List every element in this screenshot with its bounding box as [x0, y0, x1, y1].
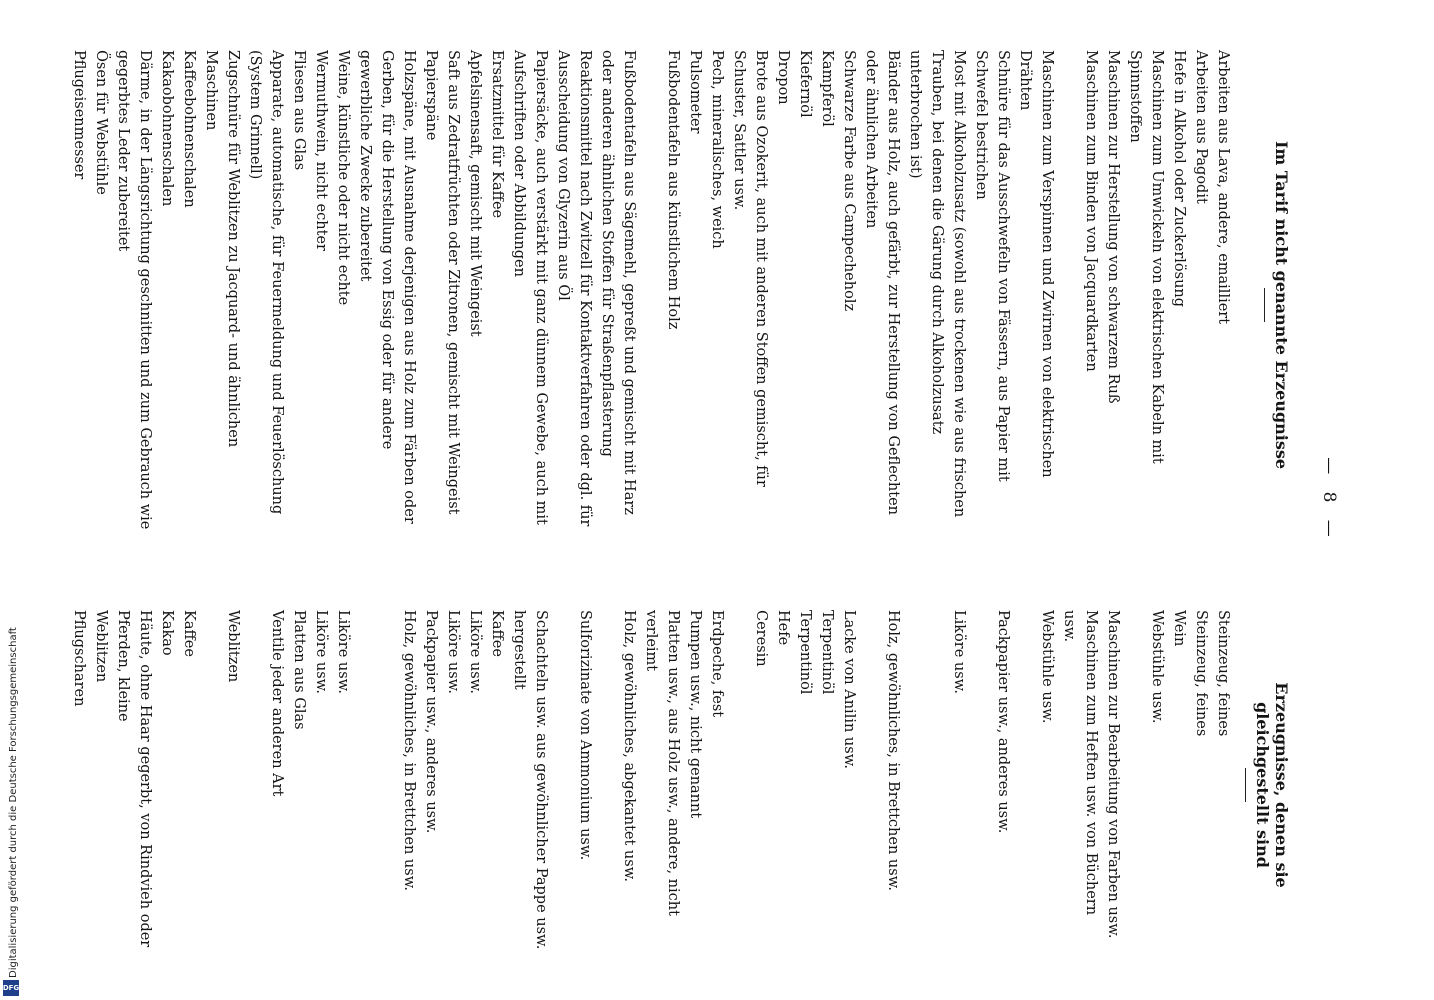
table-row: [244, 50, 288, 950]
equivalent-product: Webstühle usw.: [1039, 610, 1055, 724]
product-name: Kiefernöl: [797, 50, 813, 118]
product-name: Arbeiten aus Lava, andere, emailliert: [1215, 50, 1231, 325]
table-row: [970, 50, 1014, 950]
product-name: Fußbodentafeln aus künstlichem Holz: [665, 50, 681, 330]
equivalent-product: Erdpeche, fest: [709, 610, 725, 718]
equivalent-product: Maschinen zum Heften usw. von Büchern usw.: [1061, 610, 1099, 916]
table-row: [354, 50, 420, 950]
equivalent-product: Ventile jeder anderen Art: [269, 610, 285, 797]
table-row: [816, 50, 838, 950]
product-name: Ersatzmittel für Kaffee: [489, 50, 505, 219]
product-name: Arbeiten aus Pagodit: [1193, 50, 1209, 204]
table-row: [288, 50, 310, 950]
equivalent-product: Packpapier usw., anderes usw.: [995, 610, 1011, 834]
product-name: Hefe in Alkohol oder Zuckerlösung: [1171, 50, 1187, 308]
table-row: [112, 50, 156, 950]
equivalent-product: Platten aus Glas: [291, 610, 307, 730]
equivalent-product: Platten usw., aus Holz usw., andere, nicht verleimt: [643, 610, 681, 916]
product-name: Wermuthwein, nicht echter: [313, 50, 329, 251]
table-row: [486, 50, 508, 950]
table-row: [442, 50, 464, 950]
table-row: [508, 50, 552, 950]
equivalent-product: Pflugscharen: [71, 610, 87, 707]
equivalent-product: Holz, gewöhnliches, abgekantet usw.: [621, 610, 637, 883]
equivalent-product: Liköre usw.: [445, 610, 461, 694]
table-row: [1168, 50, 1190, 950]
product-name: Dropon: [775, 50, 791, 105]
table-row: [464, 50, 486, 950]
product-name: Kampferöl: [819, 50, 835, 127]
equivalent-product: Steinzeug, feines: [1193, 610, 1209, 737]
product-name: Weine, künstliche oder nicht echte: [335, 50, 351, 306]
table-row: [772, 50, 794, 950]
product-name: Most mit Alkoholzusatz (sowohl aus trockenen wie aus frischen Trauben, bei denen die Gärung durch Alkoholzusatz unterbrochen ist): [907, 50, 967, 518]
equivalent-product: Weblitzen: [93, 610, 109, 683]
product-name: Schnüre für das Ausschwefeln von Fässern, aus Papier mit Schwefel bestrichen: [973, 50, 1011, 482]
equivalent-product: Sulforizinate von Ammonium usw.: [577, 610, 593, 861]
equivalent-product: Webstühle usw.: [1149, 610, 1165, 724]
product-name: Pulsometer: [687, 50, 703, 134]
table-row: [904, 50, 970, 950]
table-row: [68, 50, 90, 950]
equivalent-product: Steinzeug, feines: [1215, 610, 1231, 737]
product-name: Maschinen zur Herstellung von schwarzem Ruß: [1105, 50, 1121, 404]
footer-credit: Digitalisierung gefördert durch die Deutsche Forschungsgemeinschaft: [8, 627, 19, 978]
product-name: Papiersäcke, auch verstärkt mit ganz dünnem Gewebe, auch mit Aufschriften oder Abbildungen: [511, 50, 549, 525]
equivalent-product: Schachteln usw. aus gewöhnlicher Pappe usw. hergestellt: [511, 610, 549, 950]
table-row: [794, 50, 816, 950]
table-row: [1190, 50, 1212, 950]
equivalent-product: Terpentinöl: [797, 610, 813, 695]
table-row: [838, 50, 860, 950]
equivalent-product: Weblitzen: [225, 610, 241, 683]
table-row: [596, 50, 640, 950]
table-row: [1014, 50, 1058, 950]
table-row: [684, 50, 706, 950]
equivalent-product: Ceresin: [753, 610, 769, 667]
product-name: Holzspäne, mit Ausnahme derjenigen aus Holz zum Färben oder Gerben, für die Herstellung von Essig oder für andere gewerbliche Zwecke zubereitet: [357, 50, 417, 524]
product-name: Därme, in der Längsrichtung geschnitten und zum Gebrauch wie gegerbtes Leder zubereitet: [115, 50, 153, 530]
heading-right: [1245, 620, 1291, 950]
equivalent-product: Packpapier usw., anderes usw.: [423, 610, 439, 834]
product-name: Fußbodentafeln aus Sägemehl, gepreßt und gemischt mit Harz oder anderen ähnlichen Stoffen für Straßenpflasterung: [599, 50, 637, 515]
heading-right-rule: [1245, 768, 1246, 802]
equivalent-product: Lacke von Anilin usw.: [841, 610, 857, 769]
table-row: [200, 50, 244, 950]
product-name: Saft aus Zedratfrüchten oder Zitronen, gemischt mit Weingeist: [445, 50, 461, 515]
page-number: — 8 —: [1319, 457, 1339, 543]
table-row: [728, 50, 772, 950]
equivalent-product: Liköre usw.: [951, 610, 967, 694]
table-row: [860, 50, 904, 950]
equivalent-product: Terpentinöl: [819, 610, 835, 695]
equivalent-product: Maschinen zur Bearbeitung von Farben usw.: [1105, 610, 1121, 939]
product-name: Zugschnüre für Weblitzen zu Jacquard- und ähnlichen Maschinen: [203, 50, 241, 448]
table-row: [1212, 50, 1234, 950]
equivalent-product: Liköre usw.: [313, 610, 329, 694]
product-name: Ösen für Webstühle: [93, 50, 109, 195]
product-name: Kakaobohnenschalen: [159, 50, 175, 207]
product-name: Apfelsinensaft, gemischt mit Weingeist: [467, 50, 483, 337]
equivalent-product: Holz, gewöhnliches, in Brettchen usw.: [401, 610, 417, 892]
product-name: Fliesen aus Glas: [291, 50, 307, 171]
equivalent-product: Wein: [1171, 610, 1187, 647]
product-name: Pech, mineralisches, weich: [709, 50, 725, 249]
table-row: [332, 50, 354, 950]
product-name: Brote aus Ozokerit, auch mit anderen Stoffen gemischt, für Schuster, Sattler usw.: [731, 50, 769, 487]
table-row: [1102, 50, 1124, 950]
product-name: Kaffeebohnenschalen: [181, 50, 197, 208]
table-row: [90, 50, 112, 950]
product-name: Reaktionsmittel nach Zwitzell für Kontaktverfahren oder dgl. für Ausscheidung von Glyzerin aus Öl: [555, 50, 593, 527]
table-row: [310, 50, 332, 950]
table-row: [178, 50, 200, 950]
product-name: Apparate, automatische, für Feuermeldung und Feuerlöschung (System Grinnell): [247, 50, 285, 515]
product-name: Schwarze Farbe aus Campecheholz: [841, 50, 857, 312]
heading-left: [1264, 70, 1291, 540]
equivalent-product: Holz, gewöhnliches, in Brettchen usw.: [885, 610, 901, 892]
equivalent-product: Kaffee: [489, 610, 505, 657]
table-row: [706, 50, 728, 950]
product-name: Bänder aus Holz, auch gefärbt, zur Herstellung von Geflechten oder ähnlichen Arbeiten: [863, 50, 901, 515]
heading-left-text: Im Tarif nicht genannte Erzeugnisse: [1272, 140, 1291, 470]
product-name: Maschinen zum Verspinnen und Zwirnen von elektrischen Drähten: [1017, 50, 1055, 478]
equivalent-product: Kaffee: [181, 610, 197, 657]
table-row: [552, 50, 596, 950]
table-row: [1058, 50, 1102, 950]
heading-right-text: Erzeugnisse, denen sie gleichgestellt sind: [1253, 682, 1291, 888]
document-page: [71, 50, 1339, 950]
table-row: [420, 50, 442, 950]
product-name: Maschinen zum Binden von Jacquardkarten: [1083, 50, 1099, 372]
dfg-logo: DFG: [3, 980, 19, 996]
equivalent-product: Liköre usw.: [335, 610, 351, 694]
table-row: [156, 50, 178, 950]
equivalent-product: Hefe: [775, 610, 791, 646]
tariff-table: [68, 50, 1234, 950]
product-name: Papierspäne: [423, 50, 439, 141]
heading-left-rule: [1264, 288, 1265, 322]
product-name: Pflugeisenmesser: [71, 50, 87, 180]
table-row: [640, 50, 684, 950]
product-name: Maschinen zum Umwickeln von elektrischen Kabeln mit Spinnstoffen: [1127, 50, 1165, 464]
table-row: [1124, 50, 1168, 950]
equivalent-product: Häute, ohne Haar gegerbt, von Rindvieh oder Pferden, kleine: [115, 610, 153, 948]
equivalent-product: Kakao: [159, 610, 175, 656]
equivalent-product: Liköre usw.: [467, 610, 483, 694]
equivalent-product: Pumpen usw., nicht genannt: [687, 610, 703, 819]
